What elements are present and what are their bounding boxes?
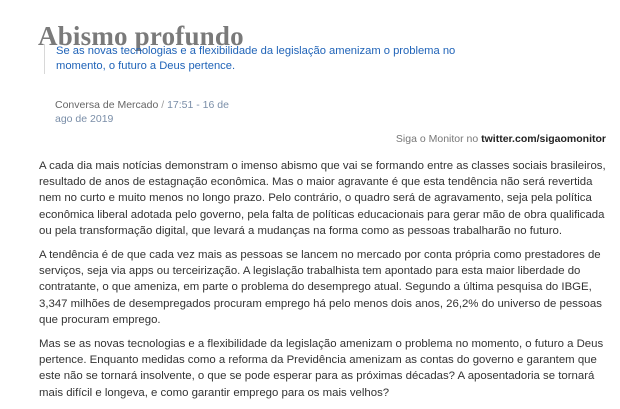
twitter-link[interactable]: twitter.com/sigaomonitor [481,133,606,145]
article-paragraph: A tendência é de que cada vez mais as pessoas se lancem no mercado por conta própria como prestadores de serviços, seja via apps ou terceirização. A legislação trabalhista tem apontado para esta maior liberdade do contratante, o que ameniza, em parte o problema do desemprego atual. Segundo a última pesquisa do IBGE, 3,347 milhões de desempregados procuram emprego há pelo menos dois anos, 26,2% do universo de pessoas que procuram emprego. [39,249,602,326]
article-meta [55,98,245,126]
article-paragraph: A cada dia mais notícias demonstram o imenso abismo que vai se formando entre as classes sociais brasileiros, resultado de anos de estagnação econômica. Mas o maior agravante é que esta tendência não será revertida nem no curto e muito menos no longo prazo. Pelo contrário, o quadro será de agravamento, seja pela política econômica liberal adotada pelo governo, pela falta de políticas educacionais para gerar mão de obra qualificada ou pela transformação digital, que levará a mudanças na forma como as pessoas trabalharão no futuro. [39,160,606,237]
meta-separator: / [158,99,168,111]
publish-datetime: 17:51 - 16 de ago de 2019 [55,99,229,125]
social-follow [396,133,606,145]
page-title: Abismo profundo [38,21,244,52]
article-body [39,158,615,409]
lead-text: Se as novas tecnologias e a flexibilidade da legislação amenizam o problema no momento, o futuro a Deus pertence. [56,45,456,72]
section-link[interactable]: Conversa de Mercado [55,99,159,111]
social-prefix: Siga o Monitor no [395,133,482,145]
article-lead [44,44,461,74]
article-paragraph: Mas se as novas tecnologias e a flexibilidade da legislação amenizam o problema no momento, o futuro a Deus pertence. Enquanto medidas como a reforma da Previdência amenizam as contas do governo e garantem que este não se tornará insolvente, o que se pode esperar para as próximas décadas? A aposentadoria se tornará mais difícil e longeva, e como garantir emprego para os mais velhos? [39,338,604,399]
